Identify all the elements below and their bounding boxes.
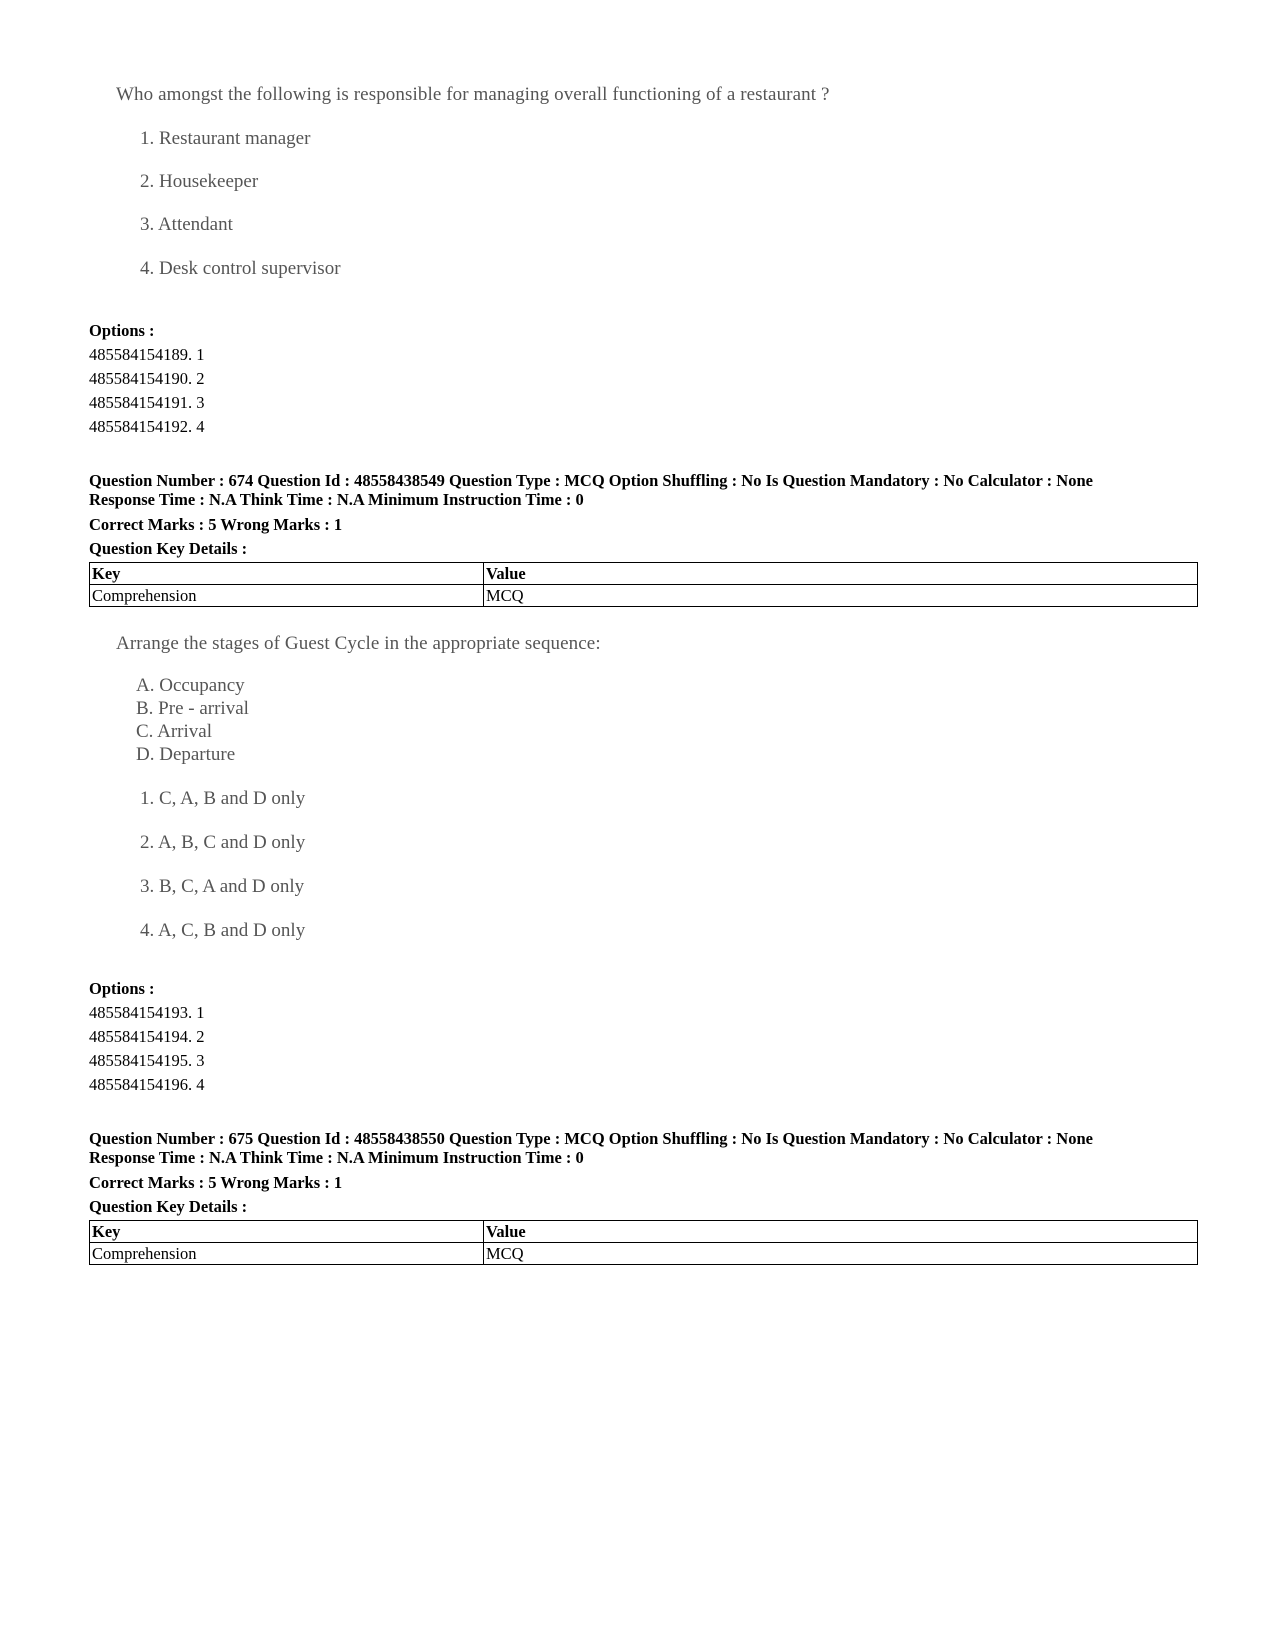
table-cell-value: MCQ (484, 585, 1198, 607)
table-header-value: Value (484, 563, 1198, 585)
question-674-header-line1: Question Number : 674 Question Id : 48558438549 Question Type : MCQ Option Shuffling : No Is Question Mandatory : No Calculator : None (89, 471, 1093, 490)
question-674-key-table (89, 562, 1198, 607)
question-674-options (89, 977, 205, 1097)
option-item: 485584154191. 3 (89, 393, 205, 412)
question-674-choice-3: 3. B, C, A and D only (140, 876, 305, 897)
option-item: 485584154192. 4 (89, 417, 205, 436)
question-674-choice-4: 4. A, C, B and D only (140, 920, 306, 941)
table-header-key: Key (90, 1221, 484, 1243)
option-item: 485584154189. 1 (89, 345, 205, 364)
question-673-options (89, 319, 205, 439)
question-673-choice-2: 2. Housekeeper (140, 171, 259, 192)
table-cell-key: Comprehension (90, 1243, 484, 1265)
question-675-header (89, 1129, 1093, 1167)
question-675-marks-block (89, 1171, 342, 1219)
option-item: 485584154190. 2 (89, 369, 205, 388)
question-674-item-d: D. Departure (136, 744, 236, 765)
question-674-header-line2: Response Time : N.A Think Time : N.A Minimum Instruction Time : 0 (89, 490, 584, 509)
question-674-marks: Correct Marks : 5 Wrong Marks : 1 (89, 515, 343, 534)
question-673-choice-3: 3. Attendant (140, 214, 233, 235)
question-673-choice-1: 1. Restaurant manager (140, 128, 311, 149)
question-674-key-details-label: Question Key Details : (89, 539, 248, 558)
question-674-item-b: B. Pre - arrival (136, 698, 249, 719)
option-item: 485584154194. 2 (89, 1027, 205, 1046)
option-item: 485584154195. 3 (89, 1051, 205, 1070)
table-row (90, 1243, 1198, 1265)
table-header-value: Value (484, 1221, 1198, 1243)
options-label: Options : (89, 321, 155, 340)
question-675-marks: Correct Marks : 5 Wrong Marks : 1 (89, 1173, 343, 1192)
question-674-choice-2: 2. A, B, C and D only (140, 832, 306, 853)
question-673-image (116, 84, 876, 294)
question-674-stem: Arrange the stages of Guest Cycle in the appropriate sequence: (116, 633, 601, 654)
question-675-key-details-label: Question Key Details : (89, 1197, 248, 1216)
question-675-header-line1: Question Number : 675 Question Id : 48558438550 Question Type : MCQ Option Shuffling : No Is Question Mandatory : No Calculator : None (89, 1129, 1093, 1148)
table-cell-value: MCQ (484, 1243, 1198, 1265)
table-header-row (90, 1221, 1198, 1243)
question-673-choice-4: 4. Desk control supervisor (140, 258, 341, 279)
table-header-row (90, 563, 1198, 585)
question-674-header (89, 471, 1093, 509)
question-674-image (116, 633, 636, 948)
question-674-marks-block (89, 513, 342, 561)
question-673-stem: Who amongst the following is responsible for managing overall functioning of a restaurant ? (116, 84, 830, 105)
table-header-key: Key (90, 563, 484, 585)
option-item: 485584154196. 4 (89, 1075, 205, 1094)
question-675-header-line2: Response Time : N.A Think Time : N.A Minimum Instruction Time : 0 (89, 1148, 584, 1167)
table-cell-key: Comprehension (90, 585, 484, 607)
table-row (90, 585, 1198, 607)
question-674-item-a: A. Occupancy (136, 675, 245, 696)
question-674-item-c: C. Arrival (136, 721, 212, 742)
question-674-choice-1: 1. C, A, B and D only (140, 788, 306, 809)
options-label: Options : (89, 979, 155, 998)
question-675-key-table (89, 1220, 1198, 1265)
option-item: 485584154193. 1 (89, 1003, 205, 1022)
